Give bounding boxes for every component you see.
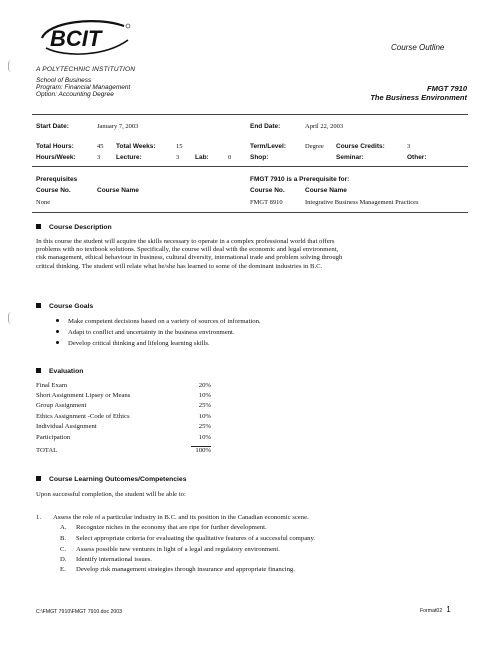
evaluation-item-name: Short Assignment Lipsey or Means: [36, 392, 131, 399]
evaluation-row: [36, 434, 211, 443]
goal-text: Develop critical thinking and lifelong learning skills.: [68, 340, 210, 347]
description-line: In this course the student will acquire the skills necessary to operate in a complex professional world that offers: [36, 238, 335, 245]
outcome-sub-text: Develop risk management strategies through insurance and appropriate financing.: [76, 566, 295, 573]
outcome-sub-letter: B.: [60, 535, 67, 542]
logo-text: BCIT: [50, 26, 102, 51]
description-line: critical thinking. The student will relate what he/she has learned to some of the dominant industries in B.C.: [36, 262, 323, 270]
page-number: 1: [446, 605, 451, 614]
lecture-value: 3: [176, 154, 180, 161]
evaluation-item-weight: 10%: [198, 392, 211, 399]
course-goals-title: Course Goals: [49, 303, 94, 310]
section-bullet-icon: [36, 368, 41, 373]
other-label: Other:: [407, 154, 427, 161]
hours-week-value: 3: [97, 154, 101, 161]
outcome-sub-letter: E.: [60, 566, 66, 573]
course-title: The Business Environment: [370, 93, 467, 102]
scan-margin-mark: [8, 60, 15, 72]
evaluation-item-name: Participation: [36, 434, 71, 441]
outcome-sub-text: Assess possible new ventures in light of a legal and regulatory environment.: [76, 546, 280, 553]
hours-week-label: Hours/Week:: [36, 154, 76, 161]
description-line: risk management, ethical behaviour in business, cultural diversity, international trade and problem solving through: [36, 254, 343, 262]
section-bullet-icon: [36, 476, 41, 481]
evaluation-total-row: [36, 447, 211, 456]
total-hours-value: 45: [97, 143, 104, 150]
end-date-label: End Date:: [250, 123, 281, 130]
footer-format: [420, 605, 451, 614]
shop-label: Shop:: [250, 154, 269, 161]
evaluation-heading: [36, 368, 83, 375]
total-weeks-label: Total Weeks:: [116, 143, 156, 150]
outcome-sub-letter: A.: [60, 524, 67, 531]
term-level-label: Term/Level:: [250, 143, 287, 150]
evaluation-item-name: Final Exam: [36, 382, 68, 389]
header-divider: [32, 114, 468, 115]
course-description-body: [36, 238, 468, 271]
scan-margin-mark: [8, 312, 15, 324]
evaluation-row: [36, 392, 211, 401]
bcit-logo: [36, 18, 134, 64]
bullet-dot-icon: [56, 330, 59, 333]
prereq-for-course-name: Integrative Business Management Practices: [305, 199, 419, 206]
course-credits-value: 3: [407, 143, 411, 150]
outcomes-heading: [36, 476, 186, 483]
evaluation-item-weight: 25%: [198, 423, 211, 430]
outcomes-intro: Upon successful completion, the student will be able to:: [36, 491, 186, 498]
total-weeks-value: 15: [176, 143, 183, 150]
footer-format-label: Format02: [420, 608, 443, 614]
course-goals-heading: [36, 303, 93, 310]
outcome-sub-text: Identify international issues.: [76, 556, 152, 563]
term-level-value: Degree: [305, 143, 324, 150]
outcome-text: Assess the role of a particular industry in B.C. and its position in the Canadian economic scene.: [53, 514, 309, 521]
bullet-dot-icon: [56, 319, 59, 322]
prereq-for-course-no: FMGT 8910: [250, 199, 283, 206]
section-bullet-icon: [36, 303, 41, 308]
goal-item: [56, 340, 210, 347]
goal-text: Adapt to conflict and uncertainty in the business environment.: [68, 329, 235, 336]
institution-tagline: A POLYTECHNIC INSTITUTION: [36, 66, 136, 73]
footer-file-path: C:\FMGT 7910\FMGT 7910.doc 2003: [36, 609, 123, 615]
course-description-title: Course Description: [49, 224, 112, 231]
section-bullet-icon: [36, 224, 41, 229]
info-divider: [32, 166, 468, 167]
bullet-dot-icon: [56, 341, 59, 344]
evaluation-total-label: TOTAL: [36, 447, 58, 454]
evaluation-title: Evaluation: [49, 368, 84, 375]
outcome-number: 1.: [36, 514, 42, 521]
outcome-sub-letter: C.: [60, 546, 67, 553]
end-date-value: April 22, 2003: [305, 123, 344, 130]
lab-value: 0: [228, 154, 232, 161]
lab-label: Lab:: [195, 154, 209, 161]
evaluation-item-weight: 10%: [198, 413, 211, 420]
outcome-sub-text: Recognize niches in the economy that are ripe for further development.: [76, 524, 267, 531]
evaluation-row: [36, 382, 211, 391]
evaluation-item-weight: 10%: [198, 434, 211, 441]
evaluation-item-weight: 25%: [198, 402, 211, 409]
option-name: Option: Accounting Degree: [36, 91, 114, 99]
start-date-label: Start Date:: [36, 123, 69, 130]
seminar-label: Seminar:: [336, 154, 364, 161]
course-credits-label: Course Credits:: [336, 143, 385, 150]
start-date-value: January 7, 2003: [97, 123, 139, 130]
course-outline-label: Course Outline: [391, 43, 445, 52]
prereq-value: None: [36, 199, 51, 206]
course-description-heading: [36, 224, 112, 231]
evaluation-total-weight: 100%: [195, 447, 211, 454]
goal-text: Make competent decisions based on a variety of sources of information.: [68, 318, 261, 325]
prereq-for-course-no-label: Course No.: [250, 187, 285, 194]
goal-item: [56, 329, 235, 336]
evaluation-item-name: Individual Assignment: [36, 423, 97, 430]
goal-item: [56, 318, 261, 325]
outcome-sub-letter: D.: [60, 556, 67, 563]
lecture-label: Lecture:: [116, 154, 142, 161]
evaluation-item-weight: 20%: [198, 382, 211, 389]
evaluation-item-name: Ethics Assignment -Code of Ethics: [36, 413, 130, 420]
total-hours-label: Total Hours:: [36, 143, 74, 150]
course-code-title: [370, 84, 467, 102]
evaluation-row: [36, 423, 211, 432]
course-code: FMGT 7910: [426, 84, 467, 93]
prerequisite-for-heading: FMGT 7910 is a Prerequisite for:: [250, 176, 350, 183]
evaluation-row: [36, 413, 211, 422]
evaluation-item-name: Group Assignment: [36, 402, 87, 409]
description-line: problems with no textbook solutions. Specifically, the course will deal with the economic and legal environment,: [36, 246, 339, 254]
school-program-block: [36, 77, 130, 99]
program-name: Program: Financial Management: [36, 84, 131, 92]
prereq-for-course-name-label: Course Name: [305, 187, 347, 194]
prereq-course-no-label: Course No.: [36, 187, 71, 194]
prereq-divider: [32, 212, 468, 213]
outcomes-title: Course Learning Outcomes/Competencies: [49, 476, 187, 483]
prerequisites-heading: Prerequisites: [36, 176, 78, 183]
evaluation-row: [36, 402, 211, 411]
prereq-course-name-label: Course Name: [97, 187, 139, 194]
school-name: School of Business: [36, 77, 92, 84]
outcome-sub-text: Select appropriate criteria for evaluating the qualitative features of a successful company.: [76, 535, 316, 542]
